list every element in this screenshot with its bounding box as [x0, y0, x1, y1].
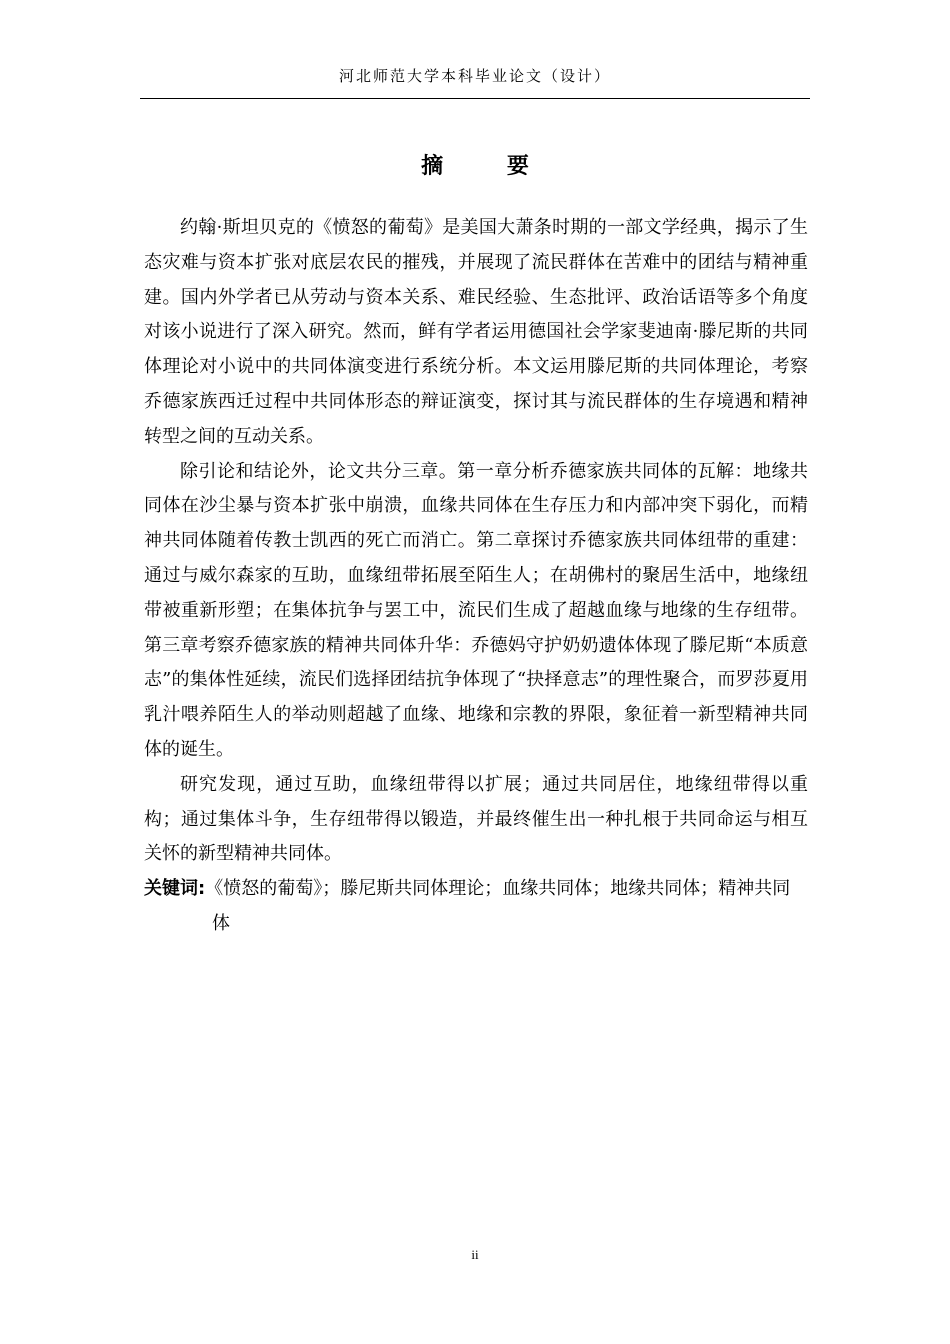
page-number: ii	[471, 1247, 479, 1262]
header-divider	[140, 98, 810, 99]
abstract-paragraph-3: 研究发现，通过互助，血缘纽带得以扩展；通过共同居住，地缘纽带得以重构；通过集体斗争，生存纽带得以锻造，并最终催生出一种扎根于共同命运与相互关怀的新型精神共同体。	[144, 773, 808, 865]
keywords-line	[144, 872, 808, 942]
keywords-text: 《愤怒的葡萄》；滕尼斯共同体理论；血缘共同体；地缘共同体；精神共同体	[205, 878, 791, 934]
running-header: 河北师范大学本科毕业论文（设计）	[338, 67, 611, 85]
keywords-label: 关键词:	[144, 878, 206, 900]
abstract-title: 摘 要	[421, 154, 557, 179]
abstract-paragraph-2: 除引论和结论外，论文共分三章。第一章分析乔德家族共同体的瓦解：地缘共同体在沙尘暴与资本扩张中崩溃，血缘共同体在生存压力和内部冲突下弱化，而精神共同体随着传教士凯西的死亡而消亡。第二章探讨乔德家族共同体纽带的重建：通过与威尔森家的互助，血缘纽带拓展至陌生人；在胡佛村的聚居生活中，地缘纽带被重新形塑；在集体抗争与罢工中，流民们生成了超越血缘与地缘的生存纽带。第三章考察乔德家族的精神共同体升华：乔德妈守护奶奶遗体体现了滕尼斯“本质意志”的集体性延续，流民们选择团结抗争体现了“抉择意志”的理性聚合，而罗莎夏用乳汁喂养陌生人的举动则超越了血缘、地缘和宗教的界限，象征着一新型精神共同体的诞生。	[144, 460, 808, 760]
abstract-paragraph-1: 约翰·斯坦贝克的《愤怒的葡萄》是美国大萧条时期的一部文学经典，揭示了生态灾难与资本扩张对底层农民的摧残，并展现了流民群体在苦难中的团结与精神重建。国内外学者已从劳动与资本关系、难民经验、生态批评、政治话语等多个角度对该小说进行了深入研究。然而，鲜有学者运用德国社会学家斐迪南·滕尼斯的共同体理论对小说中的共同体演变进行系统分析。本文运用滕尼斯的共同体理论，考察乔德家族西迁过程中共同体形态的辩证演变，探讨其与流民群体的生存境遇和精神转型之间的互动关系。	[144, 217, 808, 447]
abstract-body	[144, 211, 808, 942]
